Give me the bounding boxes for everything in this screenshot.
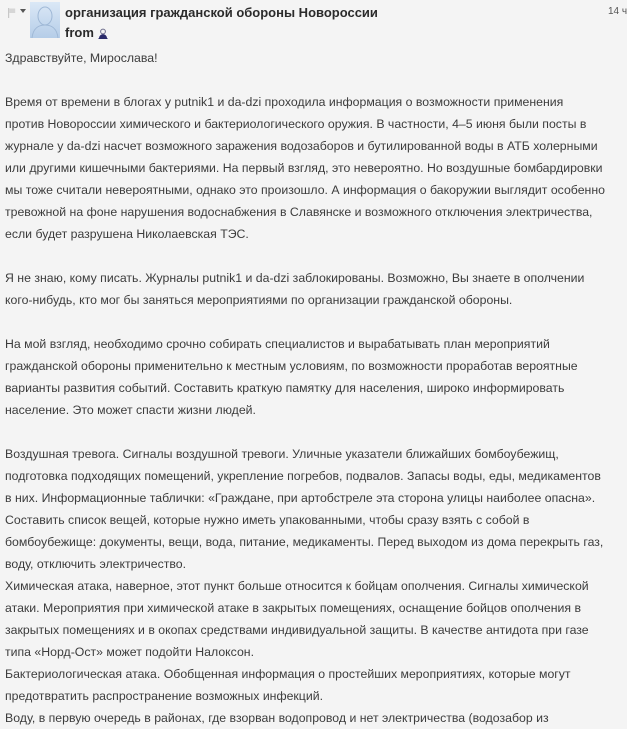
person-icon[interactable] xyxy=(98,27,108,38)
spacer xyxy=(5,311,605,333)
paragraph: Воздушная тревога. Сигналы воздушной тревоги. Уличные указатели ближайших бомбоубежищ, подготовка подходящих помещений, укрепление погребов, подвалов. Запасы воды, еды, медикаментов в них. Информационные таблички: «Граждане, при артобстреле эта сторона улицы наиболее опасна». Составить список вещей, которые нужно иметь упакованными, чтобы сразу взять с собой в бомбоубежище: документы, вещи, вода, питание, медикаменты. Перед выходом из дома перекрыть газ, воду, отключить электричество. xyxy=(5,447,604,571)
chevron-down-icon[interactable] xyxy=(20,9,26,13)
paragraph: Химическая атака, наверное, этот пункт больше относится к бойцам ополчения. Сигналы химической атаки. Мероприятия при химической атаке в закрытых помещениях, оснащение бойцов ополчения в закрытых помещениях и в окопах средствами индивидуальной защиты. В качестве антидота при газе типа «Норд-Ост» может подойти Налоксон. xyxy=(5,579,589,659)
paragraph: Время от времени в блогах у putnik1 и da-dzi проходила информация о возможности применения против Новороссии химического и бактериологического оружия. В частности, 4–5 июня были посты в журнале у da-dzi насчет возможного заражения водозаборов и бутилированной воды в АТБ холерными или другими кишечными бактериями. На первый взгляд, это невероятно. Но воздушные бомбардировки мы тоже считали невероятными, однако это произошло. А информация о бакоружии выглядит особенно тревожной на фоне нарушения водоснабжения в Славянске и возможного отключения электричества, если будет разрушена Николаевская ТЭС. xyxy=(5,95,605,241)
spacer xyxy=(5,421,605,443)
from-label: from xyxy=(65,25,94,40)
spacer xyxy=(5,69,605,91)
paragraph: Воду, в первую очередь в районах, где взорван водопровод и нет электричества (водозабор из xyxy=(5,711,549,725)
default-user-avatar-icon xyxy=(30,2,60,38)
greeting: Здравствуйте, Мирослава! xyxy=(5,51,158,65)
message-body xyxy=(5,47,605,729)
paragraph: На мой взгляд, необходимо срочно собирать специалистов и вырабатывать план мероприятий гражданской обороны применительно к местным условиям, по возможности проработав вероятные варианты развития событий. Составить краткую памятку для населения, широко информировать население. Это может спасти жизни людей. xyxy=(5,337,578,417)
paragraph: Я не знаю, кому писать. Журналы putnik1 и da-dzi заблокированы. Возможно, Вы знаете в ополчении кого-нибудь, кто мог бы заняться мероприятиями по организации гражданской обороны. xyxy=(5,271,585,307)
timestamp: 14 ч xyxy=(608,6,627,17)
message-header xyxy=(0,0,627,42)
paragraph: Бактериологическая атака. Обобщенная информация о простейших мероприятиях, которые могут предотвратить распространение возможных инфекций. xyxy=(5,667,571,703)
flag-icon[interactable] xyxy=(7,5,17,15)
from-line xyxy=(65,25,108,40)
spacer xyxy=(5,245,605,267)
avatar[interactable] xyxy=(30,2,60,38)
sender-name[interactable]: организация гражданской обороны Новороссии xyxy=(65,5,378,20)
